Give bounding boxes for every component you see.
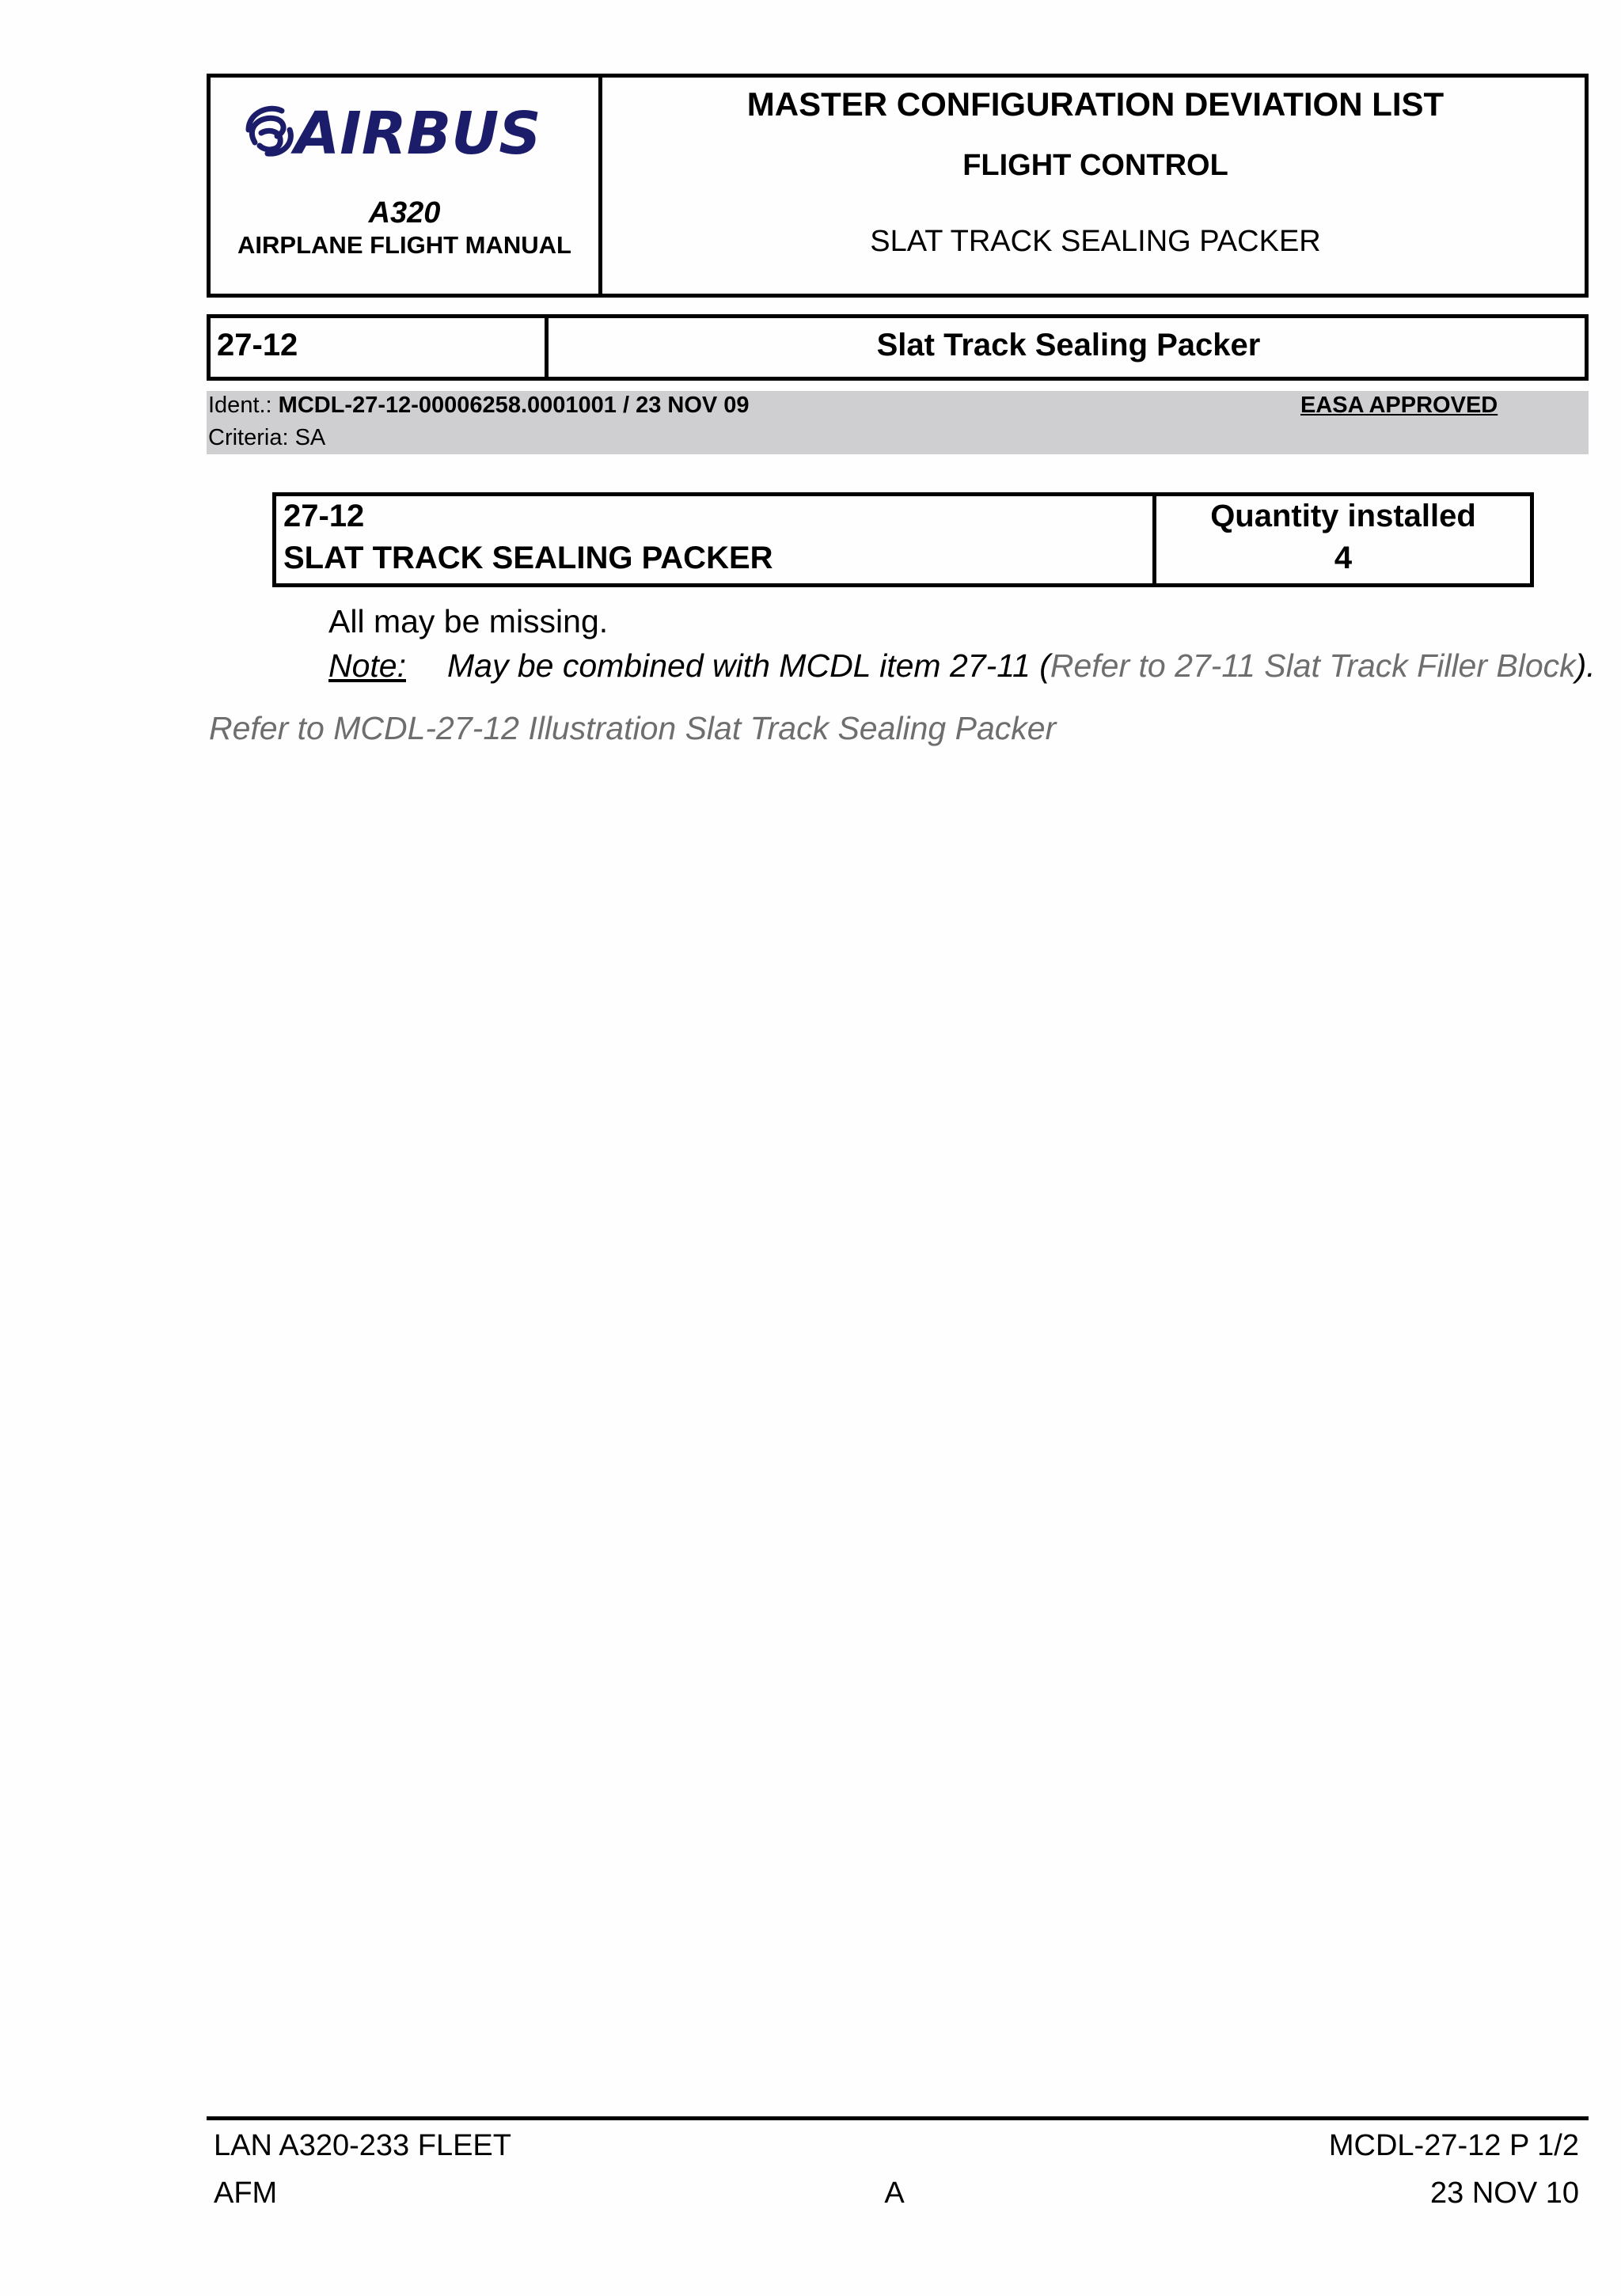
subject-title: SLAT TRACK SEALING PACKER	[870, 225, 1321, 258]
footer-page-ref: MCDL-27-12 P 1/2	[1328, 2129, 1579, 2162]
approval-status: EASA APPROVED	[1300, 393, 1498, 418]
quantity-value: 4	[1334, 541, 1353, 575]
item-title: Slat Track Sealing Packer	[876, 328, 1261, 362]
illustration-reference-link[interactable]: Refer to MCDL-27-12 Illustration Slat Track Sealing Packer	[209, 710, 1057, 746]
note-prefix: May be combined with MCDL item 27-11 (	[447, 647, 1050, 684]
footer-rule	[207, 2116, 1589, 2120]
aircraft-model: A320	[368, 196, 441, 230]
quantity-label: Quantity installed	[1210, 499, 1476, 533]
note-text	[447, 647, 1596, 685]
table-item-code: 27-12	[283, 499, 365, 533]
item-code: 27-12	[217, 328, 298, 362]
note-label: Note:	[328, 647, 406, 684]
document-title: MASTER CONFIGURATION DEVIATION LIST	[746, 85, 1444, 123]
criteria-line: Criteria: SA	[208, 425, 326, 450]
airbus-logo	[237, 97, 570, 168]
chapter-title: FLIGHT CONTROL	[962, 149, 1228, 182]
manual-name: AIRPLANE FLIGHT MANUAL	[237, 231, 571, 259]
logo-wordmark: AIRBUS	[294, 100, 541, 168]
footer-afm: AFM	[214, 2176, 278, 2210]
note-suffix: ).	[1575, 647, 1596, 684]
note-crossref-link[interactable]: Refer to 27-11 Slat Track Filler Block	[1050, 647, 1576, 684]
footer-revision: A	[884, 2176, 905, 2210]
ident-label: Ident.:	[208, 393, 279, 418]
footer-date: 23 NOV 10	[1430, 2176, 1579, 2210]
ident-line	[208, 393, 750, 419]
condition-text: All may be missing.	[328, 603, 609, 639]
footer-fleet: LAN A320-233 FLEET	[214, 2129, 511, 2162]
ident-value: MCDL-27-12-00006258.0001001 / 23 NOV 09	[278, 393, 750, 418]
table-item-name: SLAT TRACK SEALING PACKER	[283, 541, 773, 575]
